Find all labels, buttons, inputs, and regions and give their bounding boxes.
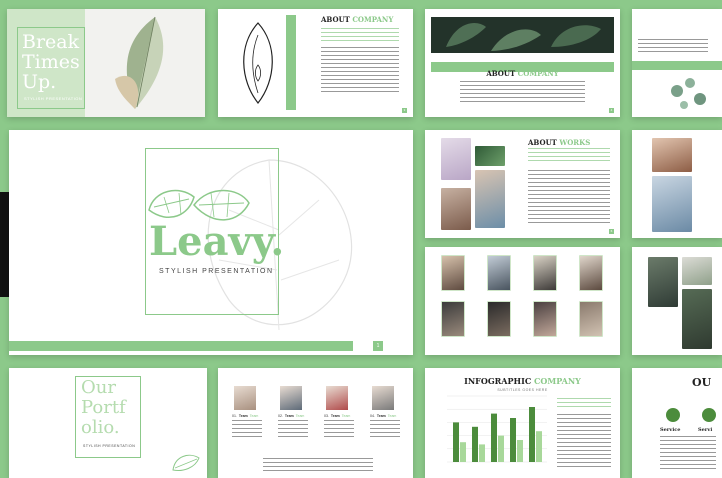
slide-plant-partial[interactable]: [632, 9, 722, 117]
bottom-green-bar: [9, 341, 353, 351]
about-text-italic: [321, 28, 399, 42]
portfolio-subtitle: STYLISH PRESENTATION: [83, 444, 136, 448]
slide-man-plant-partial[interactable]: [632, 247, 722, 355]
infographic-side-text-italic: [557, 398, 611, 410]
grid-photo-1: [441, 255, 465, 291]
about-title-accent: COMPANY: [352, 15, 394, 24]
works-text-italic: [528, 148, 610, 164]
slide-title-line-3: Up.: [22, 71, 57, 93]
page-number: 1: [373, 341, 383, 351]
grid-photo-2: [487, 255, 511, 291]
slide-photo-grid[interactable]: [425, 247, 620, 355]
team-member: [278, 386, 316, 446]
photo-portrait-1: [652, 138, 692, 172]
portfolio-title-3: olio.: [81, 417, 120, 438]
team-member-label: [232, 414, 258, 418]
dark-leaves-photo: [431, 17, 614, 53]
team-member-bio: [278, 420, 308, 440]
about2-text: [460, 81, 585, 103]
slide-portraits-partial[interactable]: [632, 130, 722, 238]
page-number: 4: [610, 108, 613, 112]
eucalyptus-photo: [662, 71, 712, 115]
slide-title-line-2: Times: [22, 51, 80, 73]
portfolio-title-2: Portf: [81, 397, 126, 418]
bar-light: [536, 431, 542, 462]
team-member-bio: [370, 420, 400, 440]
partial-green-band: [632, 61, 722, 70]
slide-our-portfolio[interactable]: [9, 368, 207, 478]
infographic-side-text: [557, 414, 611, 470]
team-member: [324, 386, 362, 446]
team-member-name: Team: [284, 414, 294, 418]
team-member-label: [278, 414, 304, 418]
page-number: 6: [610, 229, 613, 233]
slide-team[interactable]: [218, 368, 413, 478]
avatar: [372, 386, 394, 410]
main-subtitle: STYLISH PRESENTATION: [159, 268, 274, 275]
leaf-outline-illustration: [228, 15, 288, 110]
service-icon-2: [702, 408, 716, 422]
slide-about-works[interactable]: [425, 130, 620, 238]
photo-leaf-square: [475, 146, 505, 166]
team-member-name: Team: [238, 414, 248, 418]
team-member-label: [324, 414, 350, 418]
infographic-title-accent: COMPANY: [534, 376, 581, 386]
monstera-corner-icon: [169, 450, 205, 474]
about-title: [321, 15, 393, 24]
photo-woman-2: [475, 170, 505, 228]
service-icon-1: [666, 408, 680, 422]
slide-about-company[interactable]: [218, 9, 413, 117]
about-text-body: [321, 47, 399, 93]
about2-title-plain: ABOUT: [486, 69, 516, 78]
team-member-number: 03.: [324, 414, 329, 418]
leaf-photo: [85, 9, 205, 117]
bar-light: [460, 442, 466, 462]
bar-dark: [510, 418, 516, 462]
team-member-number: 04.: [370, 414, 375, 418]
photo-plant: [682, 257, 712, 285]
team-member-name: Team: [330, 414, 340, 418]
main-title: Leavy.: [149, 218, 285, 265]
team-member-name: Team: [376, 414, 386, 418]
services-title: OU: [692, 376, 712, 389]
slide-about-company-2[interactable]: [425, 9, 620, 117]
page-number: 3: [403, 108, 406, 112]
slide-leavy-main[interactable]: [9, 130, 413, 355]
bar-dark: [472, 427, 478, 462]
slide-subtitle: STYLISH PRESENTATION: [24, 96, 83, 101]
portfolio-title-1: Our: [81, 377, 116, 398]
photo-portrait-2: [652, 176, 692, 232]
about2-title: [425, 69, 620, 78]
partial-text: [638, 39, 708, 53]
bar-dark: [491, 414, 497, 462]
slide-infographic[interactable]: [425, 368, 620, 478]
photo-flowers: [441, 138, 471, 180]
grid-photo-3: [533, 255, 557, 291]
grid-photo-8: [579, 301, 603, 337]
works-title-plain: ABOUT: [528, 138, 557, 147]
infographic-title: [425, 376, 620, 386]
infographic-subtitle: SUBTITLES GOES HERE: [497, 388, 548, 392]
team-member-role: Team: [295, 414, 305, 418]
bar-light: [517, 440, 523, 462]
slide-title-line-1: Break: [22, 31, 80, 53]
slide-services-partial[interactable]: [632, 368, 722, 478]
service-label-1: Service: [660, 427, 681, 433]
grid-photo-4: [579, 255, 603, 291]
grid-photo-7: [533, 301, 557, 337]
works-title: [528, 138, 590, 147]
bar-dark: [529, 407, 535, 462]
team-member-bio: [232, 420, 262, 440]
team-member-role: Team: [387, 414, 397, 418]
title-frame: [17, 27, 85, 109]
infographic-title-plain: INFOGRAPHIC: [464, 376, 532, 386]
green-accent-bar: [286, 15, 296, 110]
infographic-chart: [439, 396, 549, 474]
photo-man: [648, 257, 678, 307]
grid-photo-6: [487, 301, 511, 337]
team-member-role: Team: [341, 414, 351, 418]
photo-woman-1: [441, 188, 471, 230]
team-member-label: [370, 414, 396, 418]
bar-light: [479, 444, 485, 462]
team-member: [232, 386, 270, 446]
works-text-body: [528, 170, 610, 226]
about2-title-accent: COMPANY: [517, 69, 559, 78]
bar-dark: [453, 422, 459, 462]
avatar: [234, 386, 256, 410]
team-member-number: 01.: [232, 414, 237, 418]
team-text: [263, 458, 373, 472]
avatar: [326, 386, 348, 410]
works-title-accent: WORKS: [559, 138, 591, 147]
service-text: [660, 436, 716, 472]
team-member-number: 02.: [278, 414, 283, 418]
team-member-bio: [324, 420, 354, 440]
team-member-role: Team: [249, 414, 259, 418]
bar-light: [498, 436, 504, 462]
about-title-plain: ABOUT: [321, 15, 350, 24]
slide-break-times-up[interactable]: [7, 9, 205, 117]
team-member: [370, 386, 408, 446]
avatar: [280, 386, 302, 410]
service-label-2: Servi: [698, 427, 713, 433]
photo-succulent: [682, 289, 712, 349]
grid-photo-5: [441, 301, 465, 337]
